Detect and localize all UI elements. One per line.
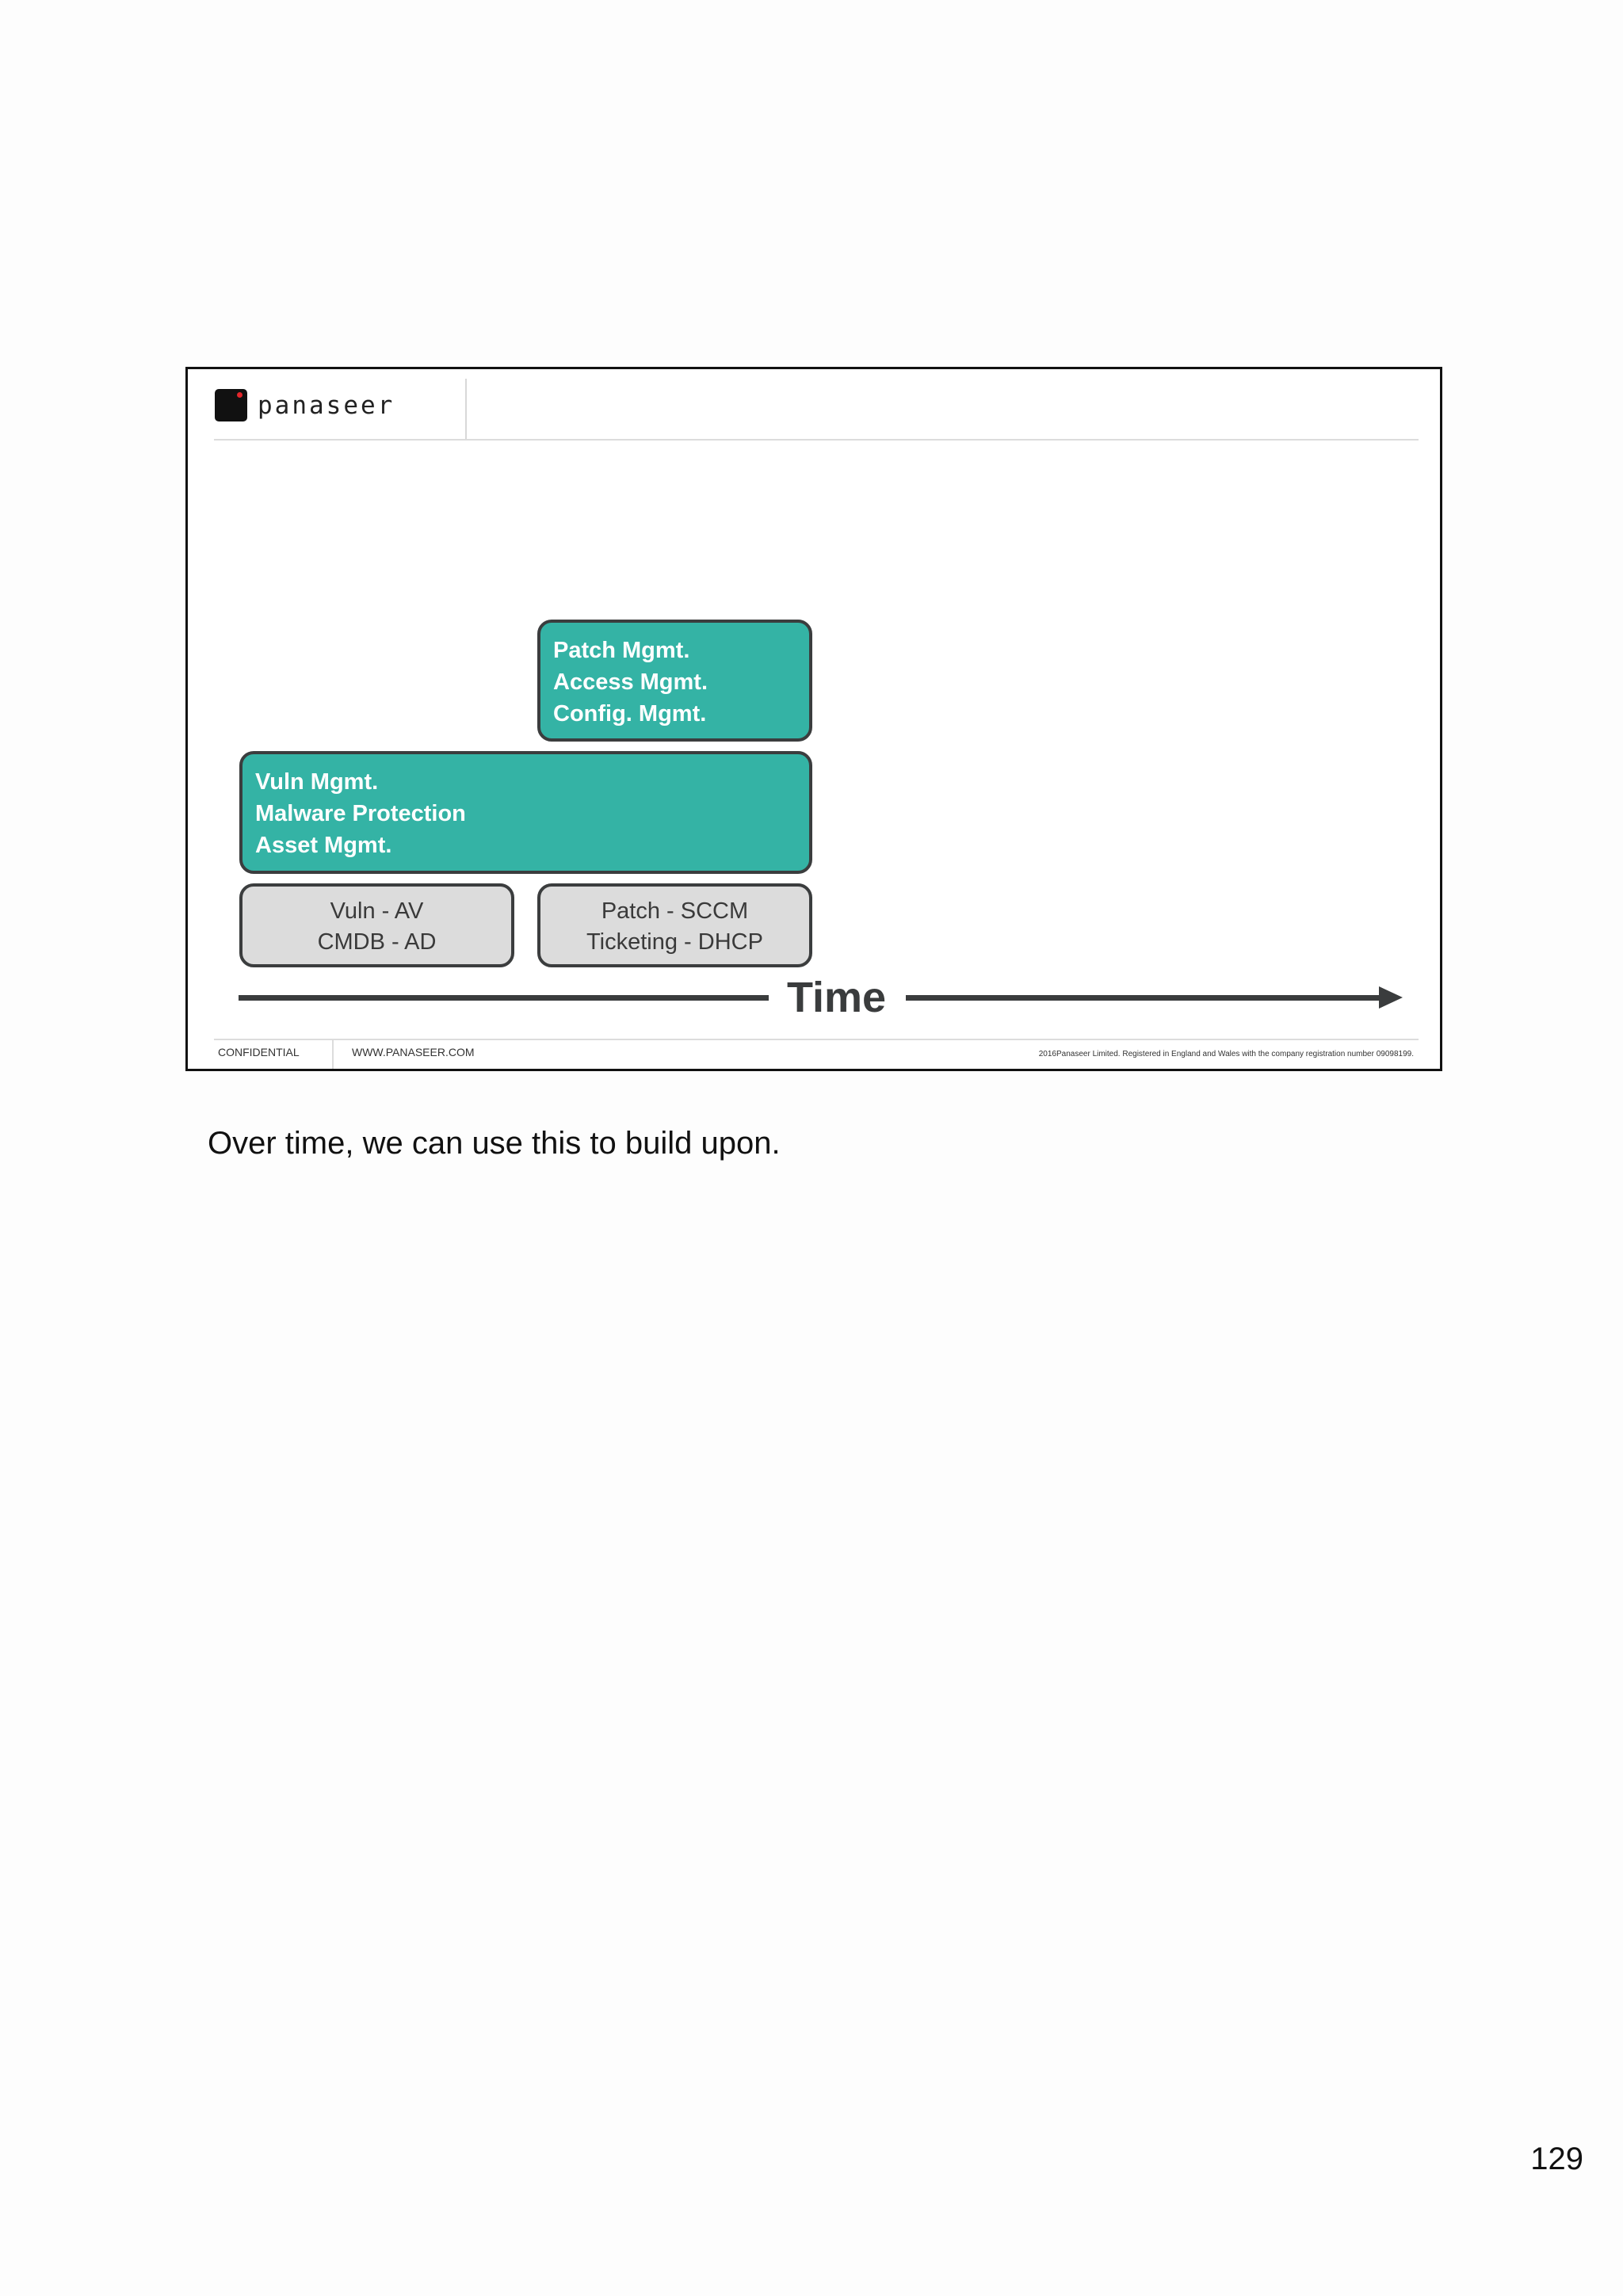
box-line: Config. Mgmt.	[553, 701, 707, 727]
header-divider	[465, 379, 467, 439]
page-number: 129	[1530, 2142, 1583, 2176]
box-line: Asset Mgmt.	[255, 833, 392, 858]
box-line: Malware Protection	[255, 801, 466, 826]
box-vuln-malware-asset	[239, 751, 812, 874]
footer-website: WWW.PANASEER.COM	[352, 1046, 475, 1058]
speaker-notes: Over time, we can use this to build upon.	[208, 1126, 781, 1161]
footer-confidential: CONFIDENTIAL	[218, 1046, 300, 1058]
time-label: Time	[787, 974, 887, 1021]
footer-divider	[332, 1040, 334, 1069]
arrow-right-icon	[1379, 986, 1403, 1009]
box-patch-ticketing	[537, 883, 812, 967]
box-line: Vuln Mgmt.	[255, 769, 379, 795]
footer-legal: 2016Panaseer Limited. Registered in England and Wales with the company registration number 09098199.	[1038, 1050, 1414, 1058]
time-axis-line-right	[906, 995, 1381, 1001]
logo-mark-icon	[215, 389, 247, 421]
footer-rule	[214, 1039, 1419, 1040]
box-vuln-av-cmdb	[239, 883, 514, 967]
box-line: Patch Mgmt.	[553, 638, 690, 663]
box-line: Ticketing - DHCP	[586, 929, 763, 955]
box-line: Access Mgmt.	[553, 669, 708, 695]
box-patch-access-config	[537, 620, 812, 742]
slide	[185, 367, 1442, 1071]
header-rule	[214, 439, 1419, 441]
box-line: Patch - SCCM	[601, 898, 749, 924]
panaseer-logo	[215, 389, 395, 421]
box-line: CMDB - AD	[317, 929, 437, 955]
time-axis-line-left	[239, 995, 769, 1001]
logo-text: panaseer	[258, 391, 395, 420]
box-line: Vuln - AV	[330, 898, 424, 924]
